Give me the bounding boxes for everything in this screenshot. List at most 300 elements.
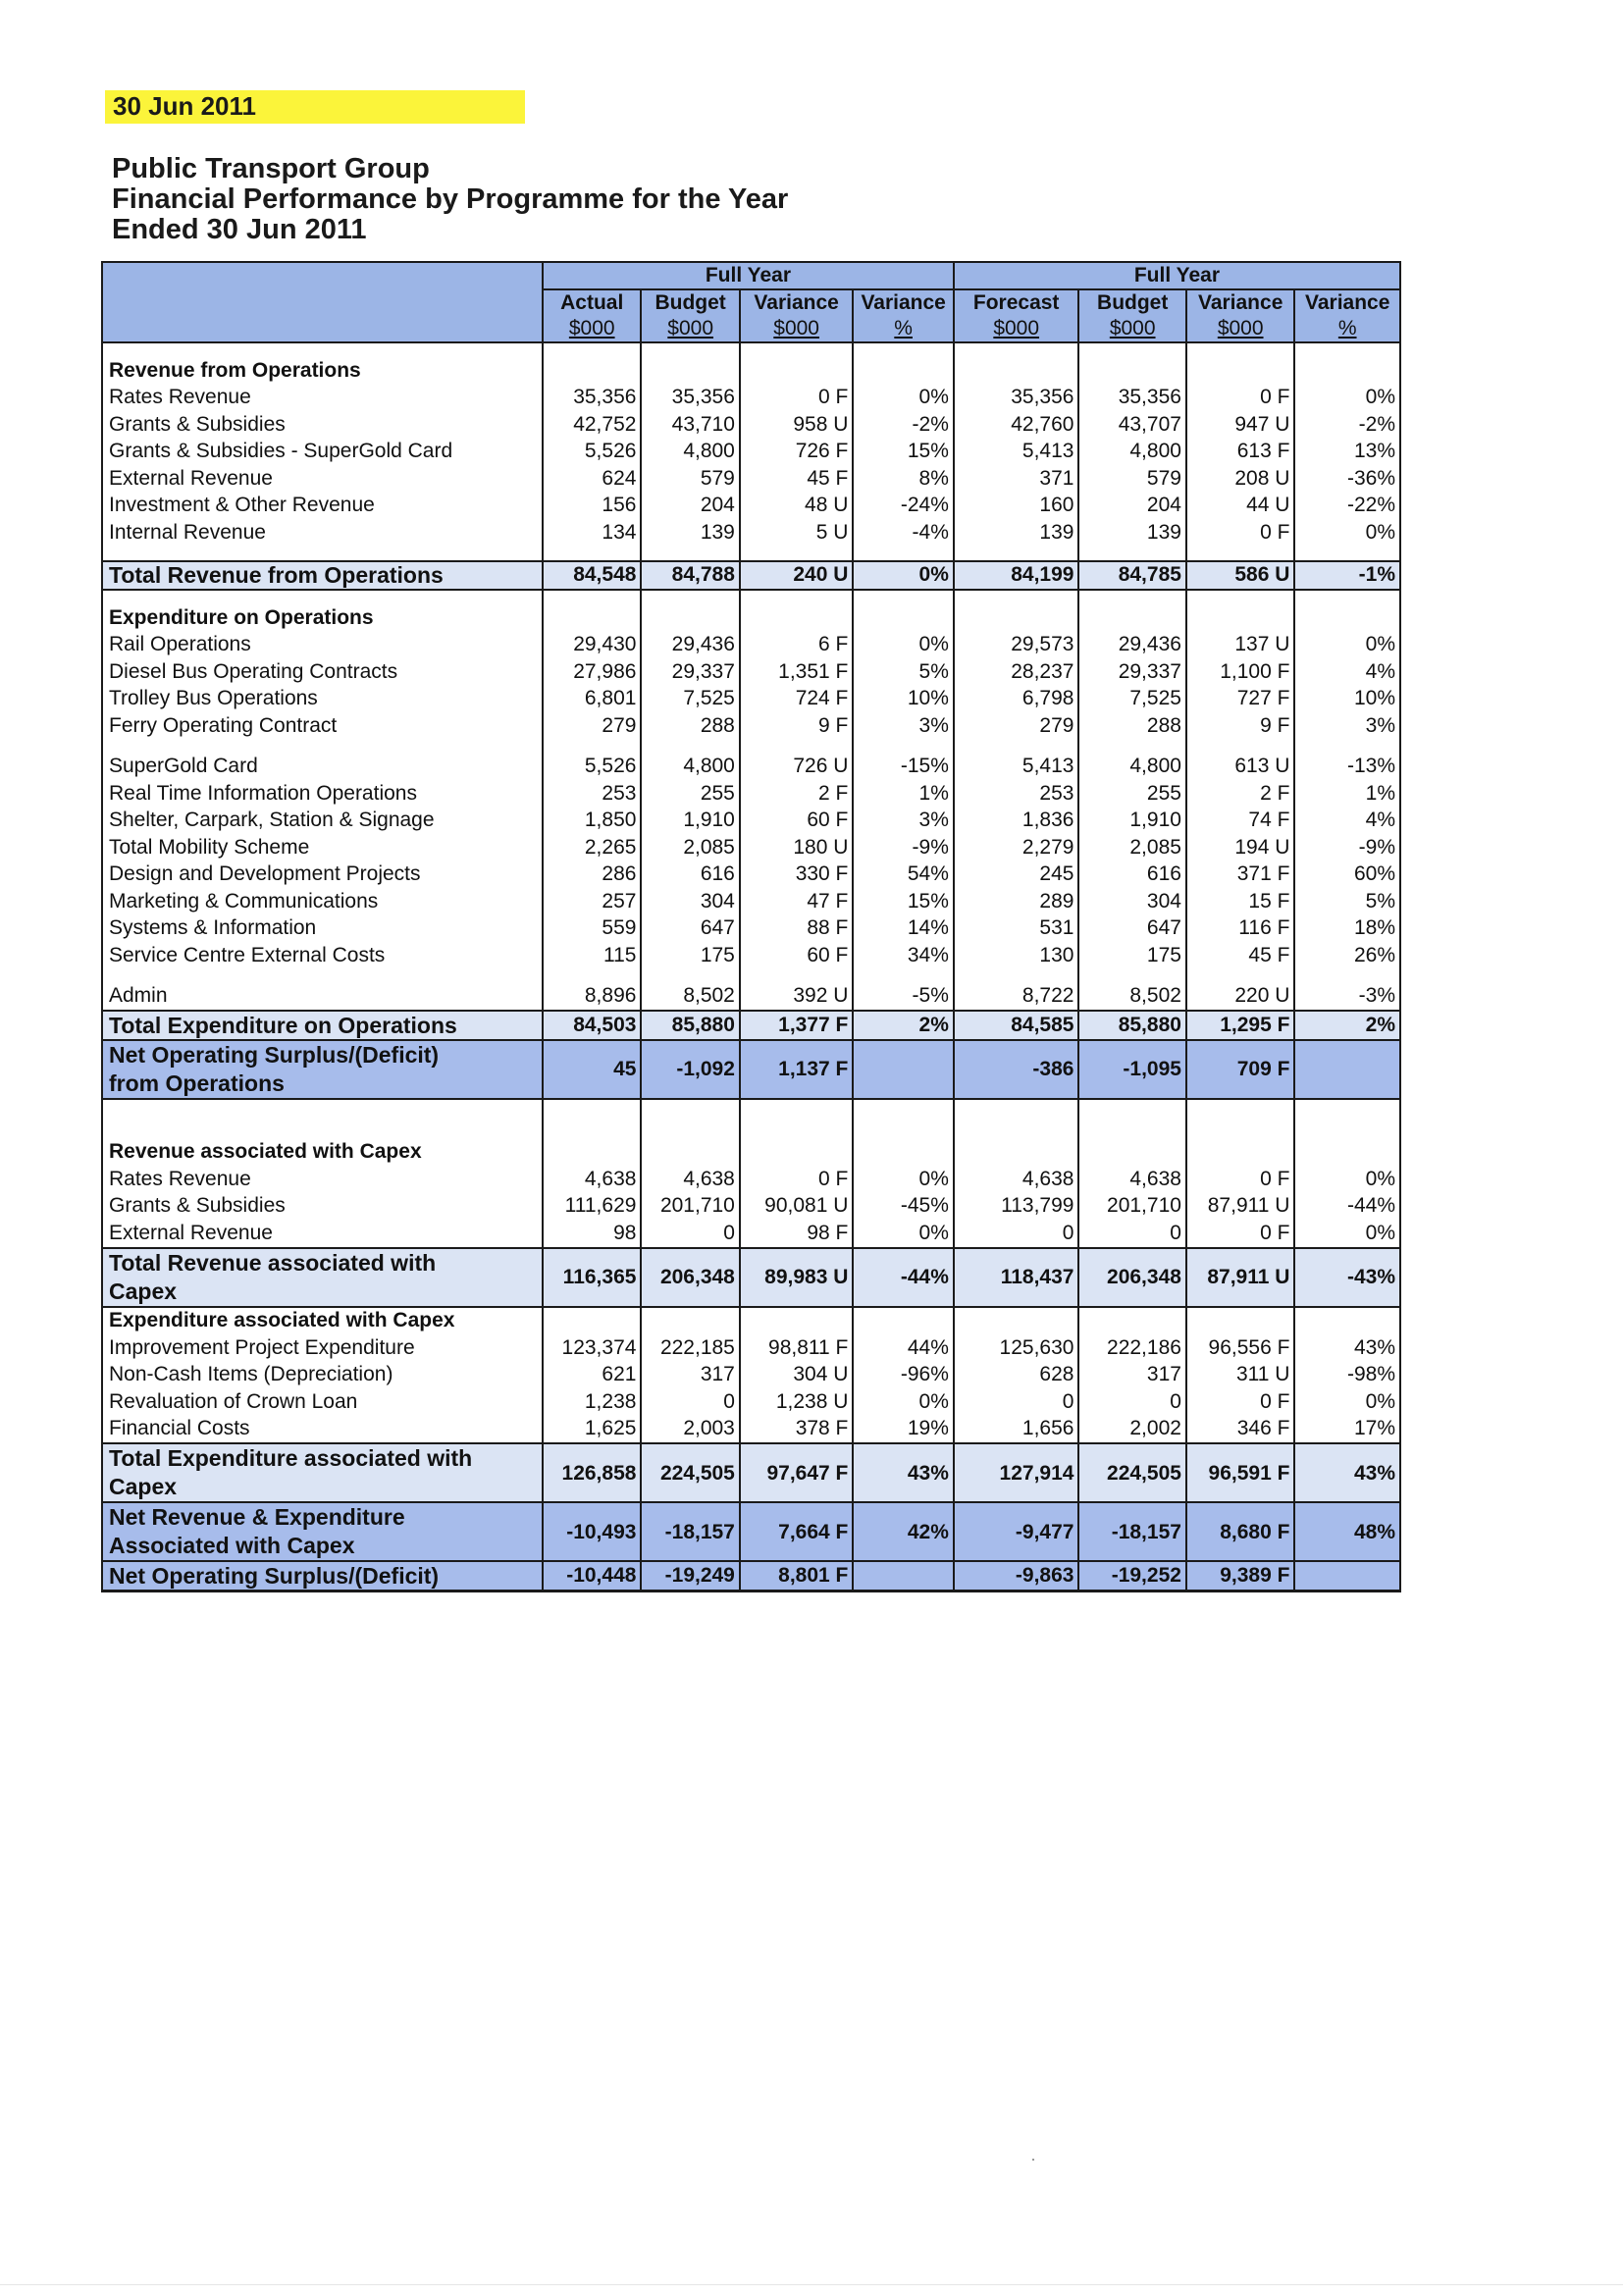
row-label: Service Centre External Costs (102, 942, 543, 969)
row-value: 709 F (1186, 1040, 1294, 1099)
column-unit: % (1294, 316, 1400, 342)
table-row (102, 780, 1400, 808)
row-value: 201,710 (641, 1193, 739, 1221)
spacer-cell (543, 547, 641, 561)
row-value: 0% (1294, 1220, 1400, 1248)
row-value: 1,656 (954, 1416, 1079, 1444)
title-line-3: Ended 30 Jun 2011 (112, 214, 367, 245)
spacer-cell (102, 590, 543, 604)
row-value: 87,911 U (1186, 1248, 1294, 1307)
row-value: 118,437 (954, 1248, 1079, 1307)
report-title (112, 154, 788, 245)
row-value: 5,413 (954, 754, 1079, 781)
row-value: 947 U (1186, 411, 1294, 439)
row-value: 0% (1294, 1166, 1400, 1193)
row-value: 6 F (740, 632, 854, 659)
row-value: 2,265 (543, 834, 641, 861)
row-value: 647 (1078, 915, 1185, 943)
spacer-cell (1186, 1099, 1294, 1139)
empty-cell (543, 357, 641, 385)
spacer-cell (641, 342, 739, 357)
row-value: -13% (1294, 754, 1400, 781)
row-value: 579 (1078, 465, 1185, 493)
row-value: 1,850 (543, 808, 641, 835)
column-header: Variance (740, 289, 854, 316)
row-label (102, 1502, 543, 1561)
table-row (102, 411, 1400, 439)
row-value: 311 U (1186, 1362, 1294, 1389)
spacer-cell (102, 342, 543, 357)
table-row (102, 983, 1400, 1012)
row-value: 378 F (740, 1416, 854, 1444)
row-value: 34% (853, 942, 954, 969)
row-value: -10,493 (543, 1502, 641, 1561)
row-value: 5% (1294, 888, 1400, 915)
empty-cell (853, 1307, 954, 1335)
row-value: -9% (1294, 834, 1400, 861)
row-value: 253 (954, 780, 1079, 808)
row-value: 0% (1294, 632, 1400, 659)
spacer-cell (1078, 590, 1185, 604)
row-value: 0 F (1186, 385, 1294, 412)
row-value: 29,337 (641, 658, 739, 686)
row-value: 208 U (1186, 465, 1294, 493)
row-value: 2,279 (954, 834, 1079, 861)
row-label-line-1: Net Revenue & Expenditure (109, 1504, 405, 1530)
row-value: 43% (1294, 1443, 1400, 1502)
row-value: 15 F (1186, 888, 1294, 915)
row-value: 96,591 F (1186, 1443, 1294, 1502)
row-value: 0 (1078, 1388, 1185, 1416)
spacer-cell (954, 342, 1079, 357)
column-header: Budget (1078, 289, 1185, 316)
row-value: 84,548 (543, 561, 641, 591)
row-value: 84,785 (1078, 561, 1185, 591)
empty-cell (543, 1139, 641, 1167)
empty-cell (740, 1307, 854, 1335)
row-value: 127,914 (954, 1443, 1079, 1502)
row-label: Grants & Subsidies (102, 1193, 543, 1221)
row-value: 531 (954, 915, 1079, 943)
row-value: 257 (543, 888, 641, 915)
row-value: 29,573 (954, 632, 1079, 659)
row-value: -1,092 (641, 1040, 739, 1099)
empty-cell (1186, 1307, 1294, 1335)
row-value: 304 (641, 888, 739, 915)
row-value: 958 U (740, 411, 854, 439)
row-value: 204 (1078, 493, 1185, 520)
row-value: -18,157 (641, 1502, 739, 1561)
row-value: -10,448 (543, 1561, 641, 1591)
table-row (102, 888, 1400, 915)
row-value: 279 (954, 712, 1079, 740)
row-value: 4% (1294, 658, 1400, 686)
row-value: 586 U (1186, 561, 1294, 591)
row-value: 139 (954, 519, 1079, 547)
row-value: -19,249 (641, 1561, 739, 1591)
row-value: 84,503 (543, 1011, 641, 1040)
row-value: 4,800 (1078, 754, 1185, 781)
row-value: 130 (954, 942, 1079, 969)
empty-cell (641, 1307, 739, 1335)
section-heading-row (102, 1139, 1400, 1167)
row-value: 245 (954, 861, 1079, 889)
row-value: 35,356 (641, 385, 739, 412)
row-value: 1,836 (954, 808, 1079, 835)
row-value: 111,629 (543, 1193, 641, 1221)
row-value (853, 1040, 954, 1099)
table-row (102, 439, 1400, 466)
spacer-cell (102, 740, 543, 754)
row-value: 579 (641, 465, 739, 493)
spacer-cell (740, 1099, 854, 1139)
row-value: 4,800 (641, 754, 739, 781)
column-unit: $000 (543, 316, 641, 342)
row-value: 96,556 F (1186, 1334, 1294, 1362)
row-value: 4,638 (543, 1166, 641, 1193)
row-value: 0 F (1186, 1166, 1294, 1193)
row-value: 43,707 (1078, 411, 1185, 439)
row-value: 222,186 (1078, 1334, 1185, 1362)
row-value: 224,505 (1078, 1443, 1185, 1502)
row-label: Diesel Bus Operating Contracts (102, 658, 543, 686)
spacer-cell (1294, 1099, 1400, 1139)
table-row (102, 519, 1400, 547)
net-row (102, 1502, 1400, 1561)
spacer-row (102, 969, 1400, 983)
row-label-line-1: Total Revenue associated with (109, 1249, 437, 1276)
row-value: 0% (1294, 1388, 1400, 1416)
row-value: 0 F (1186, 1220, 1294, 1248)
row-value: 35,356 (543, 385, 641, 412)
empty-cell (1294, 357, 1400, 385)
row-value: 1,137 F (740, 1040, 854, 1099)
row-value: 48 U (740, 493, 854, 520)
empty-cell (954, 1139, 1079, 1167)
row-value: 43% (1294, 1334, 1400, 1362)
row-value: 9 F (740, 712, 854, 740)
column-unit: $000 (740, 316, 854, 342)
row-value: 724 F (740, 686, 854, 713)
spacer-cell (954, 969, 1079, 983)
spacer-cell (1294, 342, 1400, 357)
table-row (102, 1334, 1400, 1362)
empty-cell (543, 1307, 641, 1335)
row-value: 6,798 (954, 686, 1079, 713)
row-value: 304 U (740, 1362, 854, 1389)
row-label: Investment & Other Revenue (102, 493, 543, 520)
row-value: 29,436 (641, 632, 739, 659)
row-value: 0% (853, 632, 954, 659)
spacer-cell (641, 1099, 739, 1139)
row-value: 1,625 (543, 1416, 641, 1444)
row-value: 6,801 (543, 686, 641, 713)
empty-cell (954, 604, 1079, 632)
column-header: Budget (641, 289, 739, 316)
row-value: 35,356 (1078, 385, 1185, 412)
row-value: 87,911 U (1186, 1193, 1294, 1221)
row-value: -5% (853, 983, 954, 1012)
row-value: 90,081 U (740, 1193, 854, 1221)
section-heading: Expenditure on Operations (102, 604, 543, 632)
empty-cell (1294, 1307, 1400, 1335)
column-unit: % (853, 316, 954, 342)
table-row (102, 808, 1400, 835)
row-value: 60% (1294, 861, 1400, 889)
spacer-cell (954, 547, 1079, 561)
title-line-1: Public Transport Group (112, 153, 430, 184)
row-value: 47 F (740, 888, 854, 915)
row-value: 19% (853, 1416, 954, 1444)
header-blank (102, 316, 543, 342)
spacer-cell (1186, 590, 1294, 604)
row-value: 175 (641, 942, 739, 969)
table-row (102, 493, 1400, 520)
empty-cell (1186, 357, 1294, 385)
row-label: Shelter, Carpark, Station & Signage (102, 808, 543, 835)
row-value: 621 (543, 1362, 641, 1389)
row-value: 14% (853, 915, 954, 943)
row-label: Net Operating Surplus/(Deficit) (102, 1561, 543, 1591)
empty-cell (853, 1139, 954, 1167)
row-value: 29,430 (543, 632, 641, 659)
spacer-cell (1186, 547, 1294, 561)
row-value: 220 U (1186, 983, 1294, 1012)
spacer-cell (740, 969, 854, 983)
row-value: 60 F (740, 808, 854, 835)
row-label: Rail Operations (102, 632, 543, 659)
column-unit: $000 (1186, 316, 1294, 342)
row-value: 2,002 (1078, 1416, 1185, 1444)
spacer-cell (1294, 590, 1400, 604)
row-value: 559 (543, 915, 641, 943)
row-label: Rates Revenue (102, 385, 543, 412)
spacer-cell (1294, 547, 1400, 561)
row-value: 222,185 (641, 1334, 739, 1362)
row-label: Systems & Information (102, 915, 543, 943)
row-value: 288 (1078, 712, 1185, 740)
empty-cell (641, 604, 739, 632)
row-value: 139 (1078, 519, 1185, 547)
row-label: Revaluation of Crown Loan (102, 1388, 543, 1416)
column-unit: $000 (954, 316, 1079, 342)
row-value: 371 F (1186, 861, 1294, 889)
date-banner (105, 90, 525, 124)
row-value: 0 F (740, 385, 854, 412)
table-row (102, 686, 1400, 713)
row-value: 98 F (740, 1220, 854, 1248)
row-value: 8,502 (1078, 983, 1185, 1012)
row-value: 4,638 (1078, 1166, 1185, 1193)
empty-cell (1294, 1139, 1400, 1167)
header-blank (102, 262, 543, 289)
row-label-line-2: Capex (109, 1474, 178, 1499)
row-value: 98,811 F (740, 1334, 854, 1362)
row-value: 48% (1294, 1502, 1400, 1561)
row-value: 116,365 (543, 1248, 641, 1307)
row-value: 13% (1294, 439, 1400, 466)
row-value: 255 (1078, 780, 1185, 808)
row-value: 0% (853, 561, 954, 591)
row-value: 317 (1078, 1362, 1185, 1389)
row-label: Marketing & Communications (102, 888, 543, 915)
row-value: 0 (954, 1220, 1079, 1248)
row-label (102, 1443, 543, 1502)
row-value: 8% (853, 465, 954, 493)
row-value: 85,880 (1078, 1011, 1185, 1040)
row-value: 0 (641, 1388, 739, 1416)
row-value: 317 (641, 1362, 739, 1389)
row-value: 7,664 F (740, 1502, 854, 1561)
row-value: 43% (853, 1443, 954, 1502)
row-value: 45 F (1186, 942, 1294, 969)
row-value: 392 U (740, 983, 854, 1012)
spacer-row (102, 590, 1400, 604)
row-value: 616 (641, 861, 739, 889)
spacer-row (102, 547, 1400, 561)
row-label: Real Time Information Operations (102, 780, 543, 808)
report-date: 30 Jun 2011 (113, 91, 256, 121)
row-label: Grants & Subsidies - SuperGold Card (102, 439, 543, 466)
row-value: 44% (853, 1334, 954, 1362)
row-value: 9,389 F (1186, 1561, 1294, 1591)
row-value: 2 F (1186, 780, 1294, 808)
table-row (102, 1193, 1400, 1221)
section-heading-row (102, 1307, 1400, 1335)
row-value: -2% (1294, 411, 1400, 439)
row-value: -1% (1294, 561, 1400, 591)
empty-cell (853, 357, 954, 385)
row-value: -9% (853, 834, 954, 861)
column-header: Variance (853, 289, 954, 316)
row-value: 1,100 F (1186, 658, 1294, 686)
spacer-cell (543, 740, 641, 754)
table-row (102, 1166, 1400, 1193)
row-value: 224,505 (641, 1443, 739, 1502)
row-value: 279 (543, 712, 641, 740)
table-row (102, 1416, 1400, 1444)
row-value: 27,986 (543, 658, 641, 686)
table-row (102, 1362, 1400, 1389)
row-value: 9 F (1186, 712, 1294, 740)
spacer-cell (740, 740, 854, 754)
column-unit: $000 (1078, 316, 1185, 342)
total-row (102, 561, 1400, 591)
row-label: Trolley Bus Operations (102, 686, 543, 713)
row-value: 616 (1078, 861, 1185, 889)
row-value: 125,630 (954, 1334, 1079, 1362)
empty-cell (954, 357, 1079, 385)
row-value: 624 (543, 465, 641, 493)
spacer-cell (1186, 969, 1294, 983)
spacer-cell (1078, 547, 1185, 561)
net-row (102, 1040, 1400, 1099)
table-row (102, 658, 1400, 686)
empty-cell (853, 604, 954, 632)
row-value: 8,680 F (1186, 1502, 1294, 1561)
row-value: 0% (853, 385, 954, 412)
row-value: 0 F (1186, 519, 1294, 547)
row-value: 44 U (1186, 493, 1294, 520)
row-value: 74 F (1186, 808, 1294, 835)
spacer-cell (954, 590, 1079, 604)
row-value: 0% (853, 1166, 954, 1193)
total-row (102, 1011, 1400, 1040)
row-value: 1,295 F (1186, 1011, 1294, 1040)
spacer-cell (954, 740, 1079, 754)
column-header: Variance (1186, 289, 1294, 316)
row-value: 4,638 (954, 1166, 1079, 1193)
row-value: 35,356 (954, 385, 1079, 412)
row-label (102, 1248, 543, 1307)
row-value: 0 (954, 1388, 1079, 1416)
row-value: 8,801 F (740, 1561, 854, 1591)
row-value: -24% (853, 493, 954, 520)
row-value: 201,710 (1078, 1193, 1185, 1221)
row-value: -44% (1294, 1193, 1400, 1221)
row-label: Rates Revenue (102, 1166, 543, 1193)
header-group-row (102, 262, 1400, 289)
section-heading: Expenditure associated with Capex (102, 1307, 543, 1335)
row-value: -19,252 (1078, 1561, 1185, 1591)
spacer-row (102, 740, 1400, 754)
row-value: 2,085 (641, 834, 739, 861)
row-value: 17% (1294, 1416, 1400, 1444)
row-value: 8,896 (543, 983, 641, 1012)
row-value (1294, 1561, 1400, 1591)
row-value: 0% (1294, 385, 1400, 412)
row-value: 240 U (740, 561, 854, 591)
table-row (102, 915, 1400, 943)
spacer-cell (1078, 342, 1185, 357)
row-label: Total Expenditure on Operations (102, 1011, 543, 1040)
row-value: -1,095 (1078, 1040, 1185, 1099)
row-value: 15% (853, 888, 954, 915)
spacer-row (102, 1099, 1400, 1139)
row-value: 1,910 (641, 808, 739, 835)
row-value: 286 (543, 861, 641, 889)
total-row (102, 1443, 1400, 1502)
row-value: 175 (1078, 942, 1185, 969)
row-value: -96% (853, 1362, 954, 1389)
row-value: 5% (853, 658, 954, 686)
row-value: 346 F (1186, 1416, 1294, 1444)
row-value: 1% (853, 780, 954, 808)
row-value: 371 (954, 465, 1079, 493)
empty-cell (641, 1139, 739, 1167)
row-value: 10% (853, 686, 954, 713)
section-heading: Revenue from Operations (102, 357, 543, 385)
row-value: 1,910 (1078, 808, 1185, 835)
row-value: 0 F (1186, 1388, 1294, 1416)
row-value: 42% (853, 1502, 954, 1561)
row-value: 206,348 (641, 1248, 739, 1307)
row-value: 2,085 (1078, 834, 1185, 861)
row-value: -9,863 (954, 1561, 1079, 1591)
spacer-cell (853, 740, 954, 754)
spacer-cell (641, 740, 739, 754)
row-value: 156 (543, 493, 641, 520)
spacer-cell (543, 590, 641, 604)
row-value: 29,337 (1078, 658, 1185, 686)
row-value: 26% (1294, 942, 1400, 969)
row-value: 647 (641, 915, 739, 943)
row-value: 123,374 (543, 1334, 641, 1362)
row-value: 5,413 (954, 439, 1079, 466)
row-value: 89,983 U (740, 1248, 854, 1307)
row-value: 45 F (740, 465, 854, 493)
table-row (102, 1388, 1400, 1416)
